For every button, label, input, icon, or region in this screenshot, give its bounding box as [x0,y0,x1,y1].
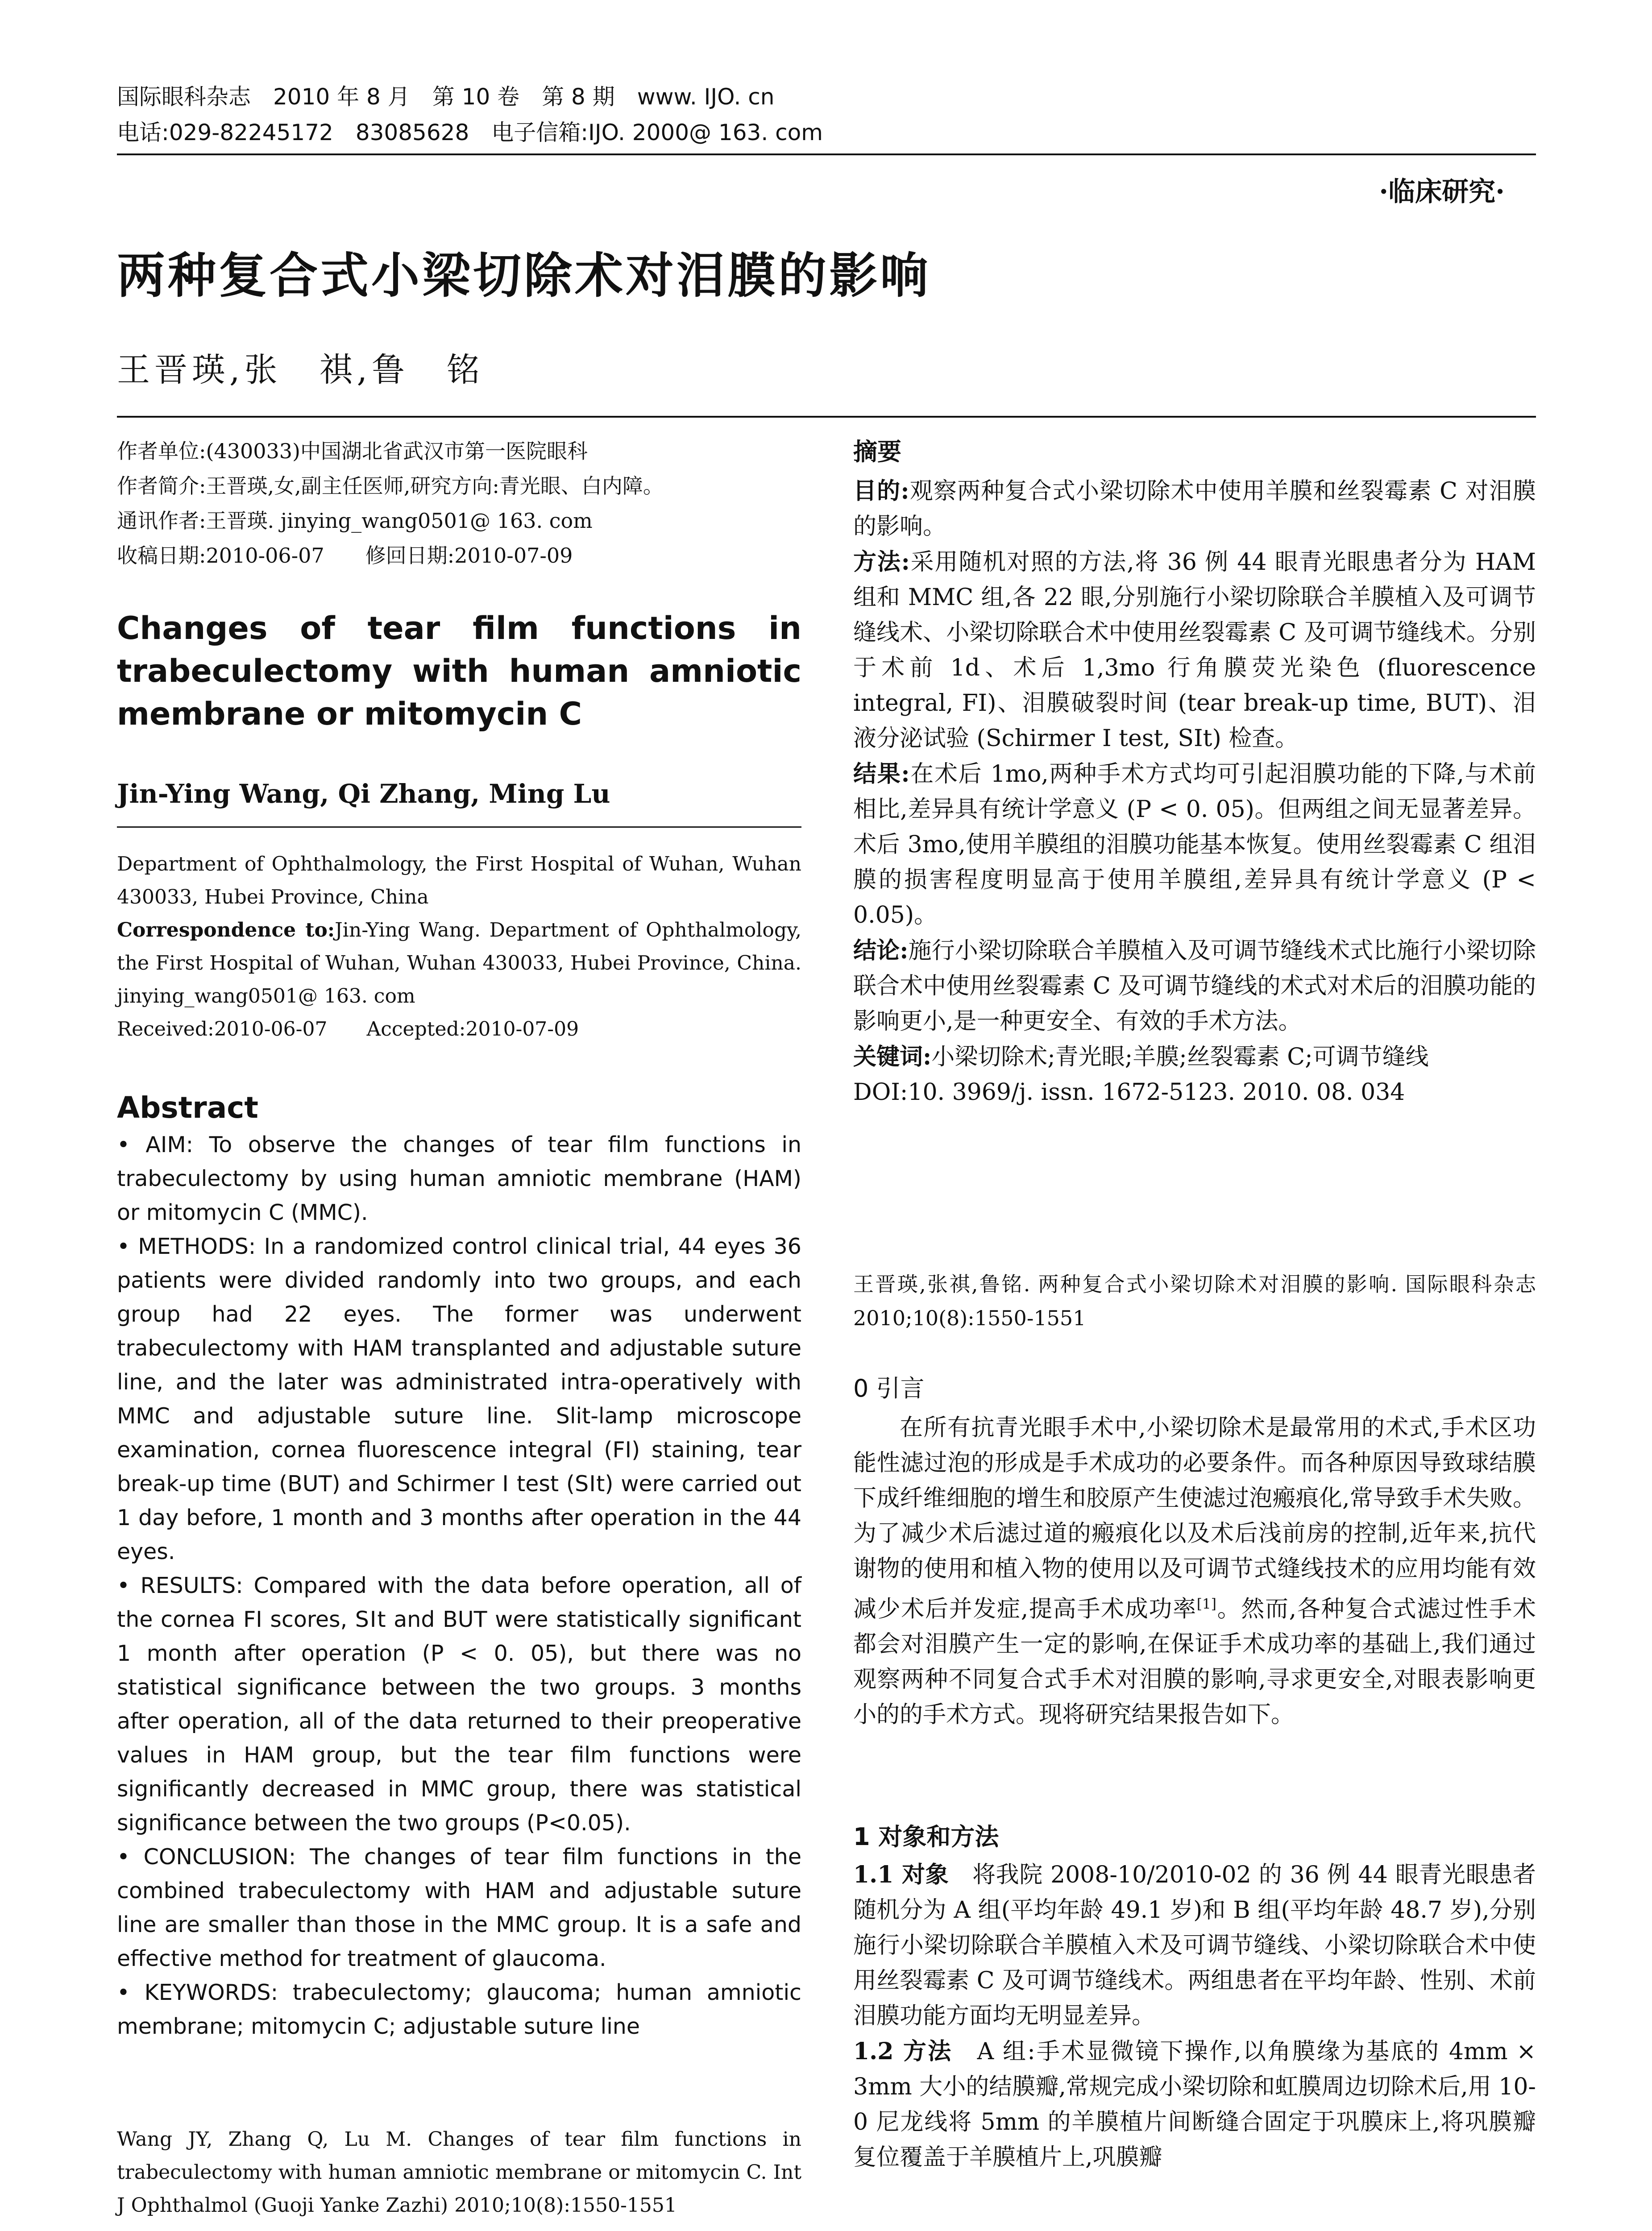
abstract-heading: Abstract [117,1091,258,1125]
affiliation-en [117,848,801,1046]
procedure-text: A 组:手术显微镜下操作,以角膜缘为基底的 4mm × 3mm 大小的结膜瓣,常规完成小梁切除和虹膜周边切除术后,用 10-0 尼龙线将 5mm 的羊膜植片间断缝合固定于巩膜床上,将巩膜瓣复位覆盖于羊膜植片上,巩膜瓣 [853,2038,1536,2171]
conclusion-text: 施行小梁切除联合羊膜植入及可调节缝线术式比施行小梁切除联合术中使用丝裂霉素 C 及可调节缝线的术式对术后的泪膜功能的影响更小,是一种更安全、有效的手术方法。 [853,937,1536,1035]
header-rule [117,153,1536,155]
abstract-cn-heading: 摘要 [853,437,901,466]
abstract-results: • RESULTS: Compared with the data before operation, all of the cornea FI scores, SⅠt and BUT were statistically significant 1 month after operation (P < 0. 05), but there was no statistical significance between the two groups. 3 months after operation, all of the data returned to their preoperative values in HAM group, but the tear film functions were significantly decreased in MMC group, there was statistical significance between the two groups (P<0.05). [117,1573,801,1836]
subjects-paragraph [853,1857,1536,2034]
abstract-cn-keywords [853,1039,1536,1075]
intro-paragraph [853,1410,1536,1733]
abstract-cn-methods [853,544,1536,756]
abstract-cn [853,437,1536,1110]
authors-cn: 王晋瑛,张 祺,鲁 铭 [117,351,485,389]
keywords-label: 关键词: [853,1043,932,1070]
intro-heading: 0 引言 [853,1374,925,1402]
title-rule [117,416,1536,418]
subjects-text: 将我院 2008-10/2010-02 的 36 例 44 眼青光眼患者随机分为 A 组(平均年龄 49.1 岁)和 B 组(平均年龄 48.7 岁),分别施行小梁切除联合羊膜植入术及可调节缝线、小梁切除联合术中使用丝裂霉素 C 及可调节缝线术。两组患者在平均年龄、性别、术前泪膜功能方面均无明显差异。 [853,1862,1536,2029]
intro-ref: [1] [1196,1596,1216,1612]
author-info [117,434,801,573]
affiliation-cn: 作者单位:(430033)中国湖北省武汉市第一医院眼科 [117,439,588,463]
section-tag: ·临床研究· [1379,176,1505,207]
citation-cn: 王晋瑛,张祺,鲁铭. 两种复合式小梁切除术对泪膜的影响. 国际眼科杂志 2010;10(8):1550-1551 [853,1272,1536,1330]
correspondence-label: Correspondence to: [117,919,335,941]
doi: DOI:10. 3969/j. issn. 1672-5123. 2010. 08. 034 [853,1079,1405,1106]
bio-cn: 作者简介:王晋瑛,女,副主任医师,研究方向:青光眼、白内障。 [117,474,664,498]
correspondence-en [117,914,801,1013]
abstract-en [117,1128,801,2044]
abstract-cn-results [853,756,1536,933]
department-en: Department of Ophthalmology, the First Hospital of Wuhan, Wuhan 430033, Hubei Province, China [117,853,801,908]
title-cn: 两种复合式小梁切除术对泪膜的影响 [117,248,931,304]
intro-text-2: 。然而,各种复合式滤过性手术都会对泪膜产生一定的影响,在保证手术成功率的基础上,我们通过观察两种不同复合式手术对泪膜的影响,寻求更安全,对眼表影响更小的的手术方式。现将研究结果报告如下。 [853,1596,1536,1729]
citation-en: Wang JY, Zhang Q, Lu M. Changes of tear film functions in trabeculectomy with human amniotic membrane or mitomycin C. Int J Ophthalmol (Guoji Yanke Zazhi) 2010;10(8):1550-1551 [117,2128,801,2217]
methods-text: 采用随机对照的方法,将 36 例 44 眼青光眼患者分为 HAM 组和 MMC 组,各 22 眼,分别施行小梁切除联合羊膜植入及可调节缝线术、小梁切除联合术中使用丝裂霉素 C 及可调节缝线术。分别于术前 1d、术后 1,3mo 行角膜荧光染色 (fluorescence integral, FI)、泪膜破裂时间 (tear break-up time, BUT)、泪液分泌试验 (Schirmer Ⅰ test, SⅠt) 检查。 [853,549,1536,752]
abstract-aim: • AIM: To observe the changes of tear film functions in trabeculectomy by using human amniotic membrane (HAM) or mitomycin C (MMC). [117,1132,801,1225]
results-label: 结果: [853,760,910,788]
dates-en: Received:2010-06-07 Accepted:2010-07-09 [117,1018,579,1041]
keywords-text: 小梁切除术;青光眼;羊膜;丝裂霉素 C;可调节缝线 [931,1044,1429,1070]
conclusion-label: 结论: [853,937,909,964]
procedure-label: 1.2 方法 [853,2038,953,2065]
methods-section [853,1825,1536,2175]
procedure-paragraph [853,2034,1536,2175]
results-text: 在术后 1mo,两种手术方式均可引起泪膜功能的下降,与术前相比,差异具有统计学意义 (P < 0. 05)。但两组之间无显著差异。术后 3mo,使用羊膜组的泪膜功能基本恢复。使用丝裂霉素 C 组泪膜的损害程度明显高于使用羊膜组,差异具有统计学意义 (P < 0.05)。 [853,761,1536,929]
intro-text: 在所有抗青光眼手术中,小梁切除术是最常用的术式,手术区功能性滤过泡的形成是手术成功的必要条件。而各种原因导致球结膜下成纤维细胞的增生和胶原产生使滤过泡瘢痕化,常导致手术失败。为了减少术后滤过道的瘢痕化以及术后浅前房的控制,近年来,抗代谢物的使用和植入物的使用以及可调节式缝线技术的应用均能有效减少术后并发症,提高手术成功率 [853,1414,1536,1623]
abstract-conclusion: • CONCLUSION: The changes of tear film functions in the combined trabeculectomy with HAM and adjustable suture line are smaller than those in the MMC group. It is a safe and effective method for treatment of glaucoma. [117,1844,801,1971]
methods-heading: 1 对象和方法 [853,1823,999,1851]
subjects-label: 1.1 对象 [853,1861,949,1888]
dates-cn: 收稿日期:2010-06-07 修回日期:2010-07-09 [117,543,573,568]
introduction [853,1374,1536,1733]
aim-text: 观察两种复合式小梁切除术中使用羊膜和丝裂霉素 C 对泪膜的影响。 [853,478,1536,540]
authors-en: Jin-Ying Wang, Qi Zhang, Ming Lu [117,779,610,809]
authors-rule [117,826,801,828]
abstract-cn-aim [853,473,1536,544]
title-en: Changes of tear film functions in trabeculectomy with human amniotic membrane or mitomycin C [117,610,801,732]
correspondence-text: Jin-Ying Wang. Department of Ophthalmology, the First Hospital of Wuhan, Wuhan 430033, Hubei Province, China. jinying_wang0501@ 163. com [117,919,802,1008]
abstract-keywords: • KEYWORDS: trabeculectomy; glaucoma; human amniotic membrane; mitomycin C; adjustable suture line [117,1980,801,2039]
journal-header: 国际眼科杂志 2010 年 8 月 第 10 卷 第 8 期 www. IJO. cn [117,84,775,110]
correspondence-cn: 通讯作者:王晋瑛. jinying_wang0501@ 163. com [117,509,593,533]
contact-header: 电话:029-82245172 83085628 电子信箱:IJO. 2000@ 163. com [117,120,823,145]
abstract-methods: • METHODS: In a randomized control clinical trial, 44 eyes 36 patients were divided randomly into two groups, and each group had 22 eyes. The former was underwent trabeculectomy with HAM transplanted and adjustable suture line, and the later was administrated intra-operatively with MMC and adjustable suture line. Slit-lamp microscope examination, cornea fluorescence integral (FI) staining, tear break-up time (BUT) and Schirmer Ⅰ test (SⅠt) were carried out 1 day before, 1 month and 3 months after operation in the 44 eyes. [117,1234,801,1564]
aim-label: 目的: [853,477,909,505]
methods-label: 方法: [853,548,910,576]
abstract-cn-conclusion [853,933,1536,1039]
